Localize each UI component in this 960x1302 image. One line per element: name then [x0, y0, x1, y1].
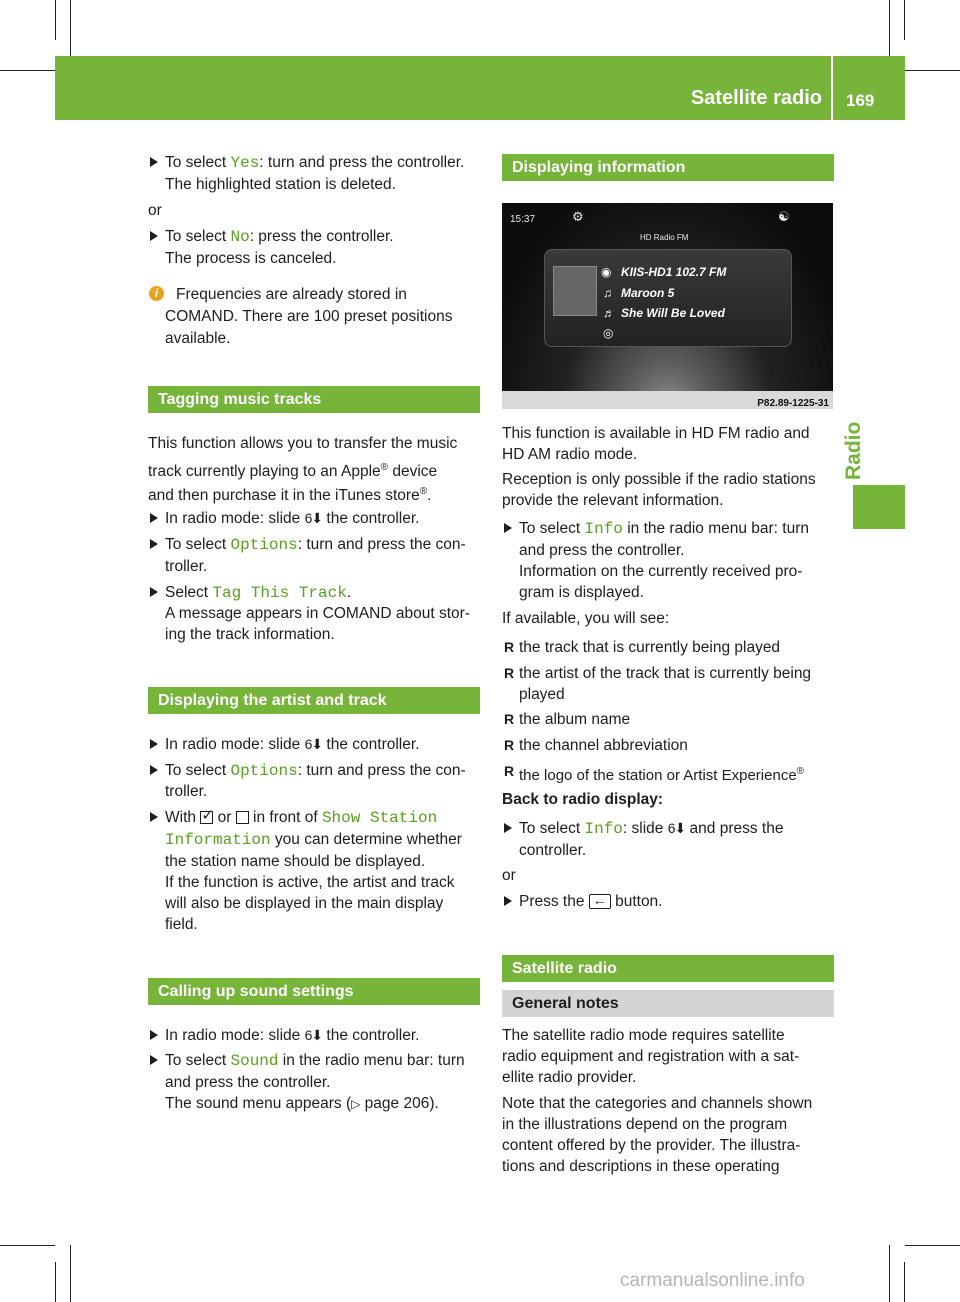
paragraph: This function is available in HD FM radio and	[502, 425, 810, 442]
step-arrow-icon	[150, 739, 158, 749]
step-arrow-icon	[150, 539, 158, 549]
crop-mark	[889, 1245, 890, 1302]
page-title: Satellite radio	[690, 87, 822, 109]
list-item: the track that is currently being played	[519, 639, 781, 656]
page-number: 169	[846, 91, 875, 110]
screenshot-caption-bar	[502, 391, 833, 409]
album-art	[553, 266, 597, 316]
crop-mark	[904, 1262, 905, 1302]
crop-mark	[55, 0, 56, 40]
list-item: the channel abbreviation	[519, 737, 688, 754]
step-arrow-icon	[504, 523, 512, 533]
list-item: the album name	[519, 711, 631, 728]
list-item: played	[519, 686, 565, 703]
menu-item-sound: Sound	[230, 1052, 279, 1070]
step-text: will also be displayed in the main display	[165, 895, 444, 912]
paragraph: This function allows you to transfer the music	[148, 435, 458, 452]
paragraph: If available, you will see:	[502, 610, 670, 627]
radio-display-screenshot	[502, 203, 833, 409]
list-item: the logo of the station or Artist Experience®	[519, 766, 805, 784]
controller-slide-icon: 6⬇	[667, 820, 686, 836]
section-heading-tagging: Tagging music tracks	[148, 386, 480, 413]
step-arrow-icon	[150, 1030, 158, 1040]
station-icon: ◉	[601, 265, 612, 279]
info-text: Frequencies are already stored in	[176, 286, 407, 303]
step-text: In radio mode: slide 6⬇ the controller.	[165, 1025, 419, 1047]
info-icon: i	[149, 286, 164, 301]
step-arrow-icon	[150, 231, 158, 241]
paragraph: Reception is only possible if the radio stations	[502, 471, 816, 488]
step-text: and press the controller.	[165, 1074, 331, 1091]
paragraph: tions and descriptions in these operating	[502, 1158, 780, 1175]
crop-mark	[70, 1245, 71, 1302]
step-arrow-icon	[150, 765, 158, 775]
step-arrow-icon	[150, 513, 158, 523]
menu-item-no: No	[230, 228, 250, 246]
paragraph: Note that the categories and channels shown	[502, 1095, 813, 1112]
checkbox-checked-icon	[200, 811, 213, 824]
paragraph: ellite radio provider.	[502, 1069, 637, 1086]
menu-item-show-station: Show Station	[321, 809, 438, 827]
screen-artist: Maroon 5	[621, 286, 675, 300]
step-text: To select Info in the radio menu bar: turn	[519, 520, 809, 538]
paragraph: in the illustrations depend on the program	[502, 1116, 788, 1133]
info-text: available.	[165, 330, 231, 347]
menu-item-info: Info	[584, 520, 623, 538]
step-result: A message appears in COMAND about stor-	[165, 605, 470, 622]
header-divider	[831, 56, 833, 120]
bullet-icon: R	[504, 639, 515, 655]
step-text: To select Sound in the radio menu bar: turn	[165, 1052, 465, 1070]
step-text: controller.	[519, 842, 587, 859]
step-arrow-icon	[504, 823, 512, 833]
controller-slide-icon: 6⬇	[304, 1027, 323, 1043]
paragraph: content offered by the provider. The illustra-	[502, 1137, 801, 1154]
info-text: COMAND. There are 100 preset positions	[165, 308, 453, 325]
paragraph: track currently playing to an Apple® device	[148, 462, 438, 480]
menu-item-info: Info	[584, 820, 623, 838]
controller-slide-icon: 6⬇	[304, 510, 323, 526]
list-item: the artist of the track that is currently being	[519, 665, 812, 682]
screen-band: HD Radio FM	[640, 233, 689, 242]
crop-mark	[904, 0, 905, 40]
menu-item-options: Options	[230, 762, 298, 780]
menu-item-tag-this-track: Tag This Track	[212, 584, 347, 602]
screen-info-panel	[544, 249, 792, 347]
side-tab-label	[843, 410, 875, 480]
step-result: ing the track information.	[165, 626, 335, 643]
step-result: The sound menu appears (▷ page 206).	[165, 1095, 439, 1112]
crop-mark	[55, 1262, 56, 1302]
paragraph: The satellite radio mode requires satellite	[502, 1027, 785, 1044]
step-text: the station name should be displayed.	[165, 853, 426, 870]
section-heading-satellite: Satellite radio	[502, 955, 834, 982]
or-text: or	[148, 202, 162, 219]
back-button-icon	[589, 894, 611, 909]
screen-settings-icon: ⚙	[572, 209, 584, 224]
step-text: If the function is active, the artist and track	[165, 874, 455, 891]
step-arrow-icon	[504, 896, 512, 906]
step-result: The process is canceled.	[165, 250, 337, 267]
paragraph: radio equipment and registration with a sat-	[502, 1048, 800, 1065]
subheading-back: Back to radio display:	[502, 791, 664, 808]
step-result: The highlighted station is deleted.	[165, 176, 396, 193]
checkbox-empty-icon	[236, 811, 249, 824]
step-text: With ✓ or in front of Show Station	[165, 807, 437, 830]
subsection-heading-general: General notes	[502, 990, 834, 1017]
screenshot-code: P82.89-1225-31	[757, 398, 829, 409]
step-text: Information you can determine whether	[165, 831, 462, 849]
menu-item-yes: Yes	[230, 154, 260, 172]
step-text: troller.	[165, 783, 208, 800]
step-text: Select Tag This Track.	[165, 584, 352, 602]
screen-logo-icon: ☯	[778, 209, 790, 224]
step-text: To select Info: slide 6⬇ and press the	[519, 820, 784, 838]
bullet-icon: R	[504, 763, 515, 779]
screen-track: She Will Be Loved	[621, 306, 725, 320]
step-text: field.	[165, 916, 198, 933]
step-arrow-icon	[150, 812, 158, 822]
step-text: To select No: press the controller.	[165, 228, 394, 246]
section-heading-artist: Displaying the artist and track	[148, 687, 480, 714]
step-text: To select Options: turn and press the con-	[165, 536, 466, 554]
or-text: or	[502, 867, 516, 884]
step-text: and press the controller.	[519, 542, 685, 559]
crop-mark	[905, 70, 960, 71]
step-text: troller.	[165, 558, 208, 575]
step-text: To select Options: turn and press the con-	[165, 762, 466, 780]
track-icon: ♬	[603, 306, 615, 320]
section-heading-info: Displaying information	[502, 154, 834, 181]
screen-station: KIIS-HD1 102.7 FM	[621, 265, 727, 279]
step-text: Press the ← button.	[519, 891, 663, 913]
side-tab-text: Radio	[842, 421, 865, 480]
side-tab-block	[853, 485, 905, 529]
crop-mark	[0, 1245, 55, 1246]
bullet-icon: R	[504, 665, 515, 681]
crop-mark	[0, 70, 55, 71]
step-text: In radio mode: slide 6⬇ the controller.	[165, 508, 419, 530]
step-arrow-icon	[150, 587, 158, 597]
bullet-icon: R	[504, 737, 515, 753]
step-text: To select Yes: turn and press the controller.	[165, 154, 465, 172]
step-text: In radio mode: slide 6⬇ the controller.	[165, 734, 419, 756]
step-result: gram is displayed.	[519, 584, 644, 601]
paragraph: and then purchase it in the iTunes store®.	[148, 486, 432, 504]
watermark: carmanualsonline.info	[620, 1270, 805, 1291]
crop-mark	[889, 0, 890, 56]
step-arrow-icon	[150, 1055, 158, 1065]
step-result: Information on the currently received pro-	[519, 563, 803, 580]
paragraph: provide the relevant information.	[502, 492, 724, 509]
disc-icon: ◎	[603, 326, 614, 340]
bullet-icon: R	[504, 711, 515, 727]
menu-item-information: Information	[165, 831, 271, 849]
crop-mark	[70, 0, 71, 56]
step-arrow-icon	[150, 157, 158, 167]
page-header	[55, 56, 905, 120]
crop-mark	[905, 1245, 960, 1246]
menu-item-options: Options	[230, 536, 298, 554]
artist-icon: ♫	[603, 286, 612, 300]
section-heading-sound: Calling up sound settings	[148, 978, 480, 1005]
screen-time: 15:37	[510, 214, 536, 225]
controller-slide-icon: 6⬇	[304, 736, 323, 752]
paragraph: HD AM radio mode.	[502, 446, 638, 463]
page-ref-icon: ▷	[351, 1097, 361, 1111]
